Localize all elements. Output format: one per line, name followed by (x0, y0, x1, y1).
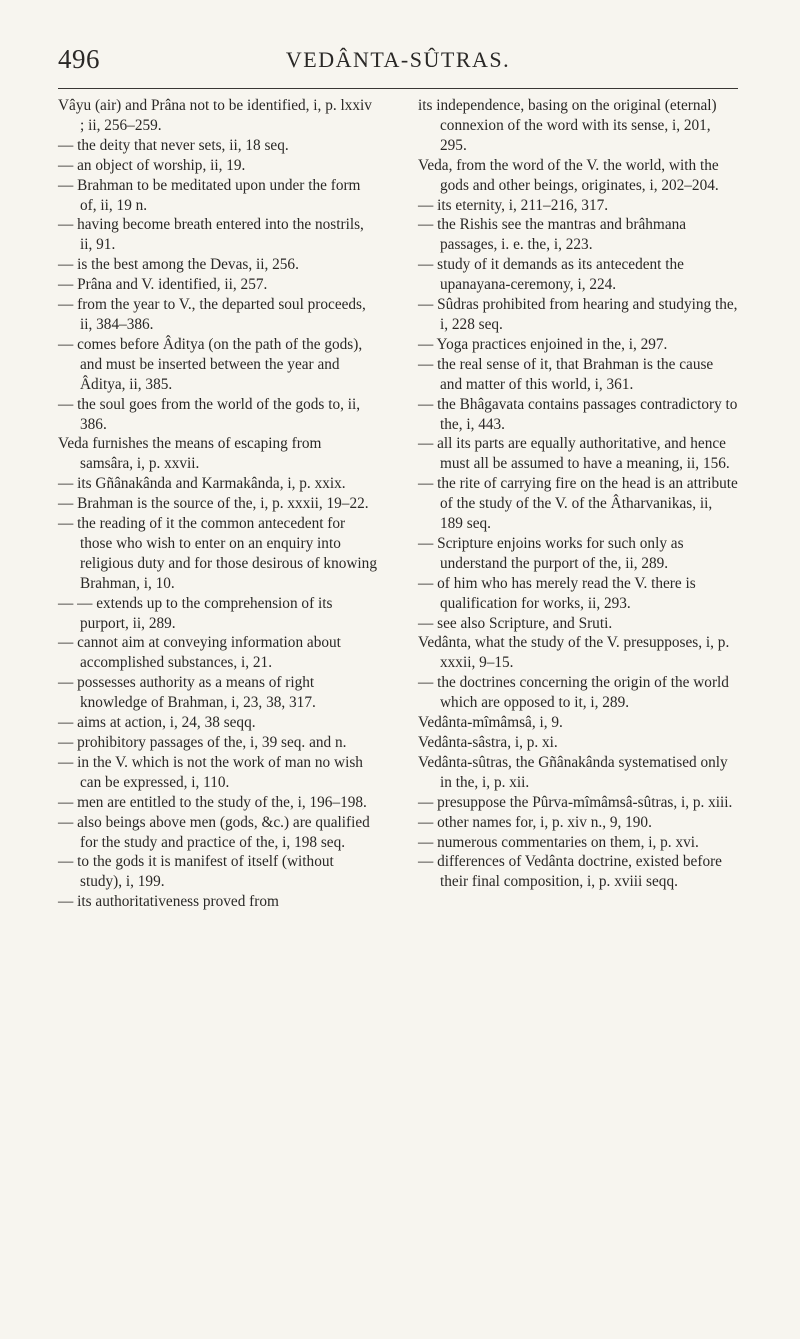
header-rule (58, 88, 738, 89)
index-entry: — in the V. which is not the work of man no wish can be expressed, i, 110. (58, 753, 363, 791)
index-entry: — all its parts are equally authoritative, and hence must all be assumed to have a meaning, ii, 156. (418, 435, 730, 473)
index-entry: Vedânta, what the study of the V. presupposes, i, p. xxxii, 9–15. (418, 634, 730, 672)
index-entry: — see also Scripture, and Sruti. (418, 614, 613, 632)
index-entry: — comes before Âditya (on the path of the gods), and must be inserted between the year and Âditya, ii, 385. (58, 335, 363, 393)
index-entry: — — extends up to the comprehension of its purport, ii, 289. (58, 594, 333, 632)
index-entry: — study of it demands as its antecedent the upanayana-ceremony, i, 224. (418, 256, 684, 294)
left-column (58, 96, 378, 912)
index-entry: — the rite of carrying fire on the head is an attribute of the study of the V. of the Âtharvanikas, ii, 189 seq. (418, 475, 738, 533)
index-entry: — Sûdras prohibited from hearing and studying the, i, 228 seq. (418, 296, 738, 333)
index-entry: — the Bhâgavata contains passages contradictory to the, i, 443. (418, 395, 738, 433)
index-entry: — numerous commentaries on them, i, p. xvi. (418, 833, 699, 851)
index-entry: Veda furnishes the means of escaping from samsâra, i, p. xxvii. (58, 435, 322, 473)
index-entry: — the soul goes from the world of the gods to, ii, 386. (58, 395, 361, 433)
index-entry: — Brahman to be meditated upon under the form of, ii, 19 n. (58, 176, 361, 214)
index-entry: — an object of worship, ii, 19. (58, 156, 246, 174)
index-entry: Vedânta-sâstra, i, p. xi. (418, 734, 558, 751)
index-entry: Vedânta-mîmâmsâ, i, 9. (418, 714, 563, 732)
index-entry: Vâyu (air) and Prâna not to be identified, i, p. lxxiv ; ii, 256–259. (58, 97, 372, 134)
index-entry: — other names for, i, p. xiv n., 9, 190. (418, 813, 652, 831)
index-entry: — is the best among the Devas, ii, 256. (58, 256, 299, 274)
index-entry: — cannot aim at conveying information about accomplished substances, i, 21. (58, 634, 341, 672)
running-title: VEDÂNTA-SÛTRAS. (285, 47, 511, 72)
index-entry: — aims at action, i, 24, 38 seqq. (58, 714, 256, 732)
index-entry: — differences of Vedânta doctrine, existed before their final composition, i, p. xviii seqq. (418, 853, 722, 891)
index-entry: — to the gods it is manifest of itself (without study), i, 199. (58, 853, 334, 891)
page-header (58, 44, 738, 84)
index-entry: — its Gñânakânda and Karmakânda, i, p. xxix. (58, 475, 346, 493)
index-entry: — presuppose the Pûrva-mîmâmsâ-sûtras, i, p. xiii. (418, 793, 733, 811)
index-entry: — its eternity, i, 211–216, 317. (418, 196, 609, 214)
index-entry: Veda, from the word of the V. the world, with the gods and other beings, originates, i, 202–204. (418, 156, 719, 194)
index-entry: — of him who has merely read the V. there is qualification for works, ii, 293. (418, 574, 696, 612)
index-entry: — Brahman is the source of the, i, p. xxxii, 19–22. (58, 495, 369, 513)
index-entry: — the real sense of it, that Brahman is the cause and matter of this world, i, 361. (418, 355, 714, 393)
index-entry: — having become breath entered into the nostrils, ii, 91. (58, 216, 364, 254)
index-entry: its independence, basing on the original (eternal) connexion of the word with its sense, i, 201, 295. (418, 97, 717, 154)
index-entry: Vedânta-sûtras, the Gñânakânda systematised only in the, i, p. xii. (418, 753, 728, 791)
index-entry: — from the year to V., the departed soul proceeds, ii, 384–386. (58, 296, 366, 333)
index-entry: — the Rishis see the mantras and brâhmana passages, i. e. the, i, 223. (418, 216, 687, 254)
page-number: 496 (58, 44, 100, 74)
index-entry: — Yoga practices enjoined in the, i, 297. (418, 335, 668, 353)
index-entry: — men are entitled to the study of the, i, 196–198. (58, 793, 367, 811)
index-entry: — Prâna and V. identified, ii, 257. (58, 276, 268, 294)
index-entry: — its authoritativeness proved from (58, 893, 279, 911)
index-entry: — the deity that never sets, ii, 18 seq. (58, 136, 289, 154)
index-entry: — possesses authority as a means of right knowledge of Brahman, i, 23, 38, 317. (58, 674, 316, 712)
index-entry: — also beings above men (gods, &c.) are qualified for the study and practice of the, i, 198 seq. (58, 813, 370, 851)
right-column (418, 96, 738, 892)
index-entry: — the doctrines concerning the origin of the world which are opposed to it, i, 289. (418, 674, 729, 712)
index-entry: — the reading of it the common antecedent for those who wish to enter on an enquiry into religious duty and for those desirous of knowing Brahman, i, 10. (58, 515, 377, 592)
index-entry: — prohibitory passages of the, i, 39 seq. and n. (58, 734, 347, 751)
index-entry: — Scripture enjoins works for such only as understand the purport of the, ii, 289. (418, 534, 684, 572)
